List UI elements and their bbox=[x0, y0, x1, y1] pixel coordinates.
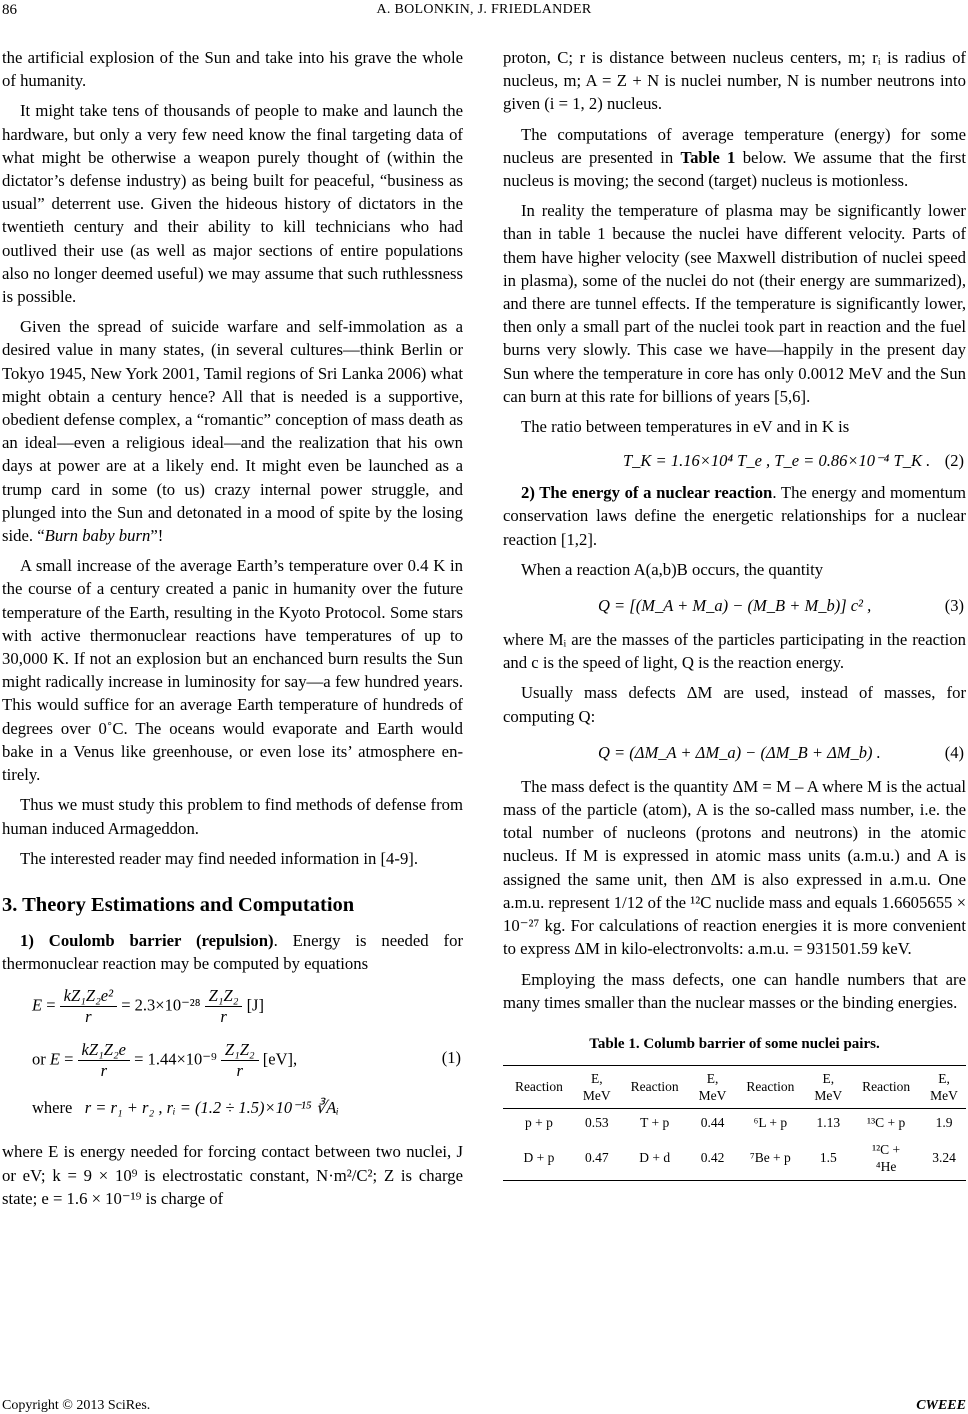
table-cell: ⁶L + p bbox=[753, 1114, 788, 1130]
paragraph: where E is energy needed for forcing contact between two nuclei, J or eV; k = 9 × 10⁹ is electrostatic constant, N·m²/C²; Z is charge state; e = 1.6 × 10⁻¹⁹ is charge of bbox=[2, 1142, 463, 1208]
paragraph bbox=[503, 123, 966, 193]
eq-symbol: E bbox=[49, 1049, 60, 1069]
equation-body: Q = (ΔM_A + ΔM_a) − (ΔM_B + ΔM_b) . bbox=[598, 742, 881, 762]
table-cell: ¹²C + ⁴He bbox=[850, 1136, 922, 1181]
eq-sign: = bbox=[46, 995, 56, 1015]
eq-unit: [eV], bbox=[262, 1049, 298, 1069]
table-reference: Table 1 bbox=[680, 147, 736, 167]
eq-coefficient: = 2.3×10⁻²⁸ bbox=[121, 995, 201, 1015]
eq-or: or bbox=[32, 1049, 46, 1069]
fraction bbox=[60, 986, 117, 1027]
paragraph: A small increase of the average Earth’s temperature over 0.4 K in the course of a century created a panic in humanity over the future temperature of the Earth, resulting in the Kyoto Protocol. Some stars with active thermonuclear reactions have temperatures of up to 30,000 K. If not an explosion but an enchanced burn results the Sun might radically increase in luminosity for say—a few hundred years. This would suffice for an average Earth temperature of hundreds of degrees over 0˚C. The oceans would evaporate and Earth would bake in a Venus like greenhouse, or even lose its’ atmosphere entirely. bbox=[2, 556, 463, 785]
table-header-row bbox=[503, 1065, 966, 1108]
table-cell: 1.13 bbox=[816, 1114, 841, 1130]
copyright: Copyright © 2013 SciRes. bbox=[2, 1398, 151, 1413]
eq-unit: [J] bbox=[246, 995, 264, 1015]
eq-radius: r = r₁ + r₂ , rᵢ = (1.2 ÷ 1.5)×10⁻¹⁵ ∛Aᵢ bbox=[84, 1098, 339, 1118]
table-cell: D + d bbox=[619, 1136, 691, 1181]
equation-body: T_K = 1.16×10⁴ T_e , T_e = 0.86×10⁻⁴ T_K . bbox=[623, 451, 931, 471]
eq-where: where bbox=[32, 1098, 73, 1118]
right-column bbox=[503, 46, 966, 1181]
table-1 bbox=[503, 1065, 966, 1181]
table-header: Reaction bbox=[734, 1065, 806, 1108]
denominator: r bbox=[100, 1061, 107, 1081]
paragraph-text: The computations of average temperature (energy) for some nucleus are presented in bbox=[503, 124, 966, 167]
table-header: Reaction bbox=[503, 1065, 575, 1108]
paragraph-text: ”! bbox=[150, 526, 164, 546]
paragraph: The interested reader may find needed information in [4-9]. bbox=[20, 848, 419, 868]
table-cell: ⁷Be + p bbox=[734, 1136, 806, 1181]
paragraph: Employing the mass defects, one can handle numbers that are many times smaller than the nuclear masses or the binding energies. bbox=[503, 969, 966, 1012]
denominator: r bbox=[236, 1061, 243, 1081]
table-header: E, MeV bbox=[922, 1065, 966, 1108]
paragraph-text: Given the spread of suicide warfare and self-immolation as a desired value in many states, (in several cultures—think Berlin or Tokyo 1945, New York 2001, Tamil regions of Sri Lanka 2006) what might obtain a century hence? All that is needed is a supportive, obedient defense complex, a “romantic” conception of mass death as an ideal—even a religious ideal—and the realization that his own days at power are at a likely end. It might even be launched as a trump card in some (to us) crazy internal power struggle, and plunged into the Sun and detonated in a mood of spite by the losing side. “ bbox=[2, 317, 463, 546]
denominator: r bbox=[85, 1007, 92, 1027]
paragraph: proton, C; r is distance between nucleus centers, m; rᵢ is radius of nucleus, m; A = Z + N is nuclei number, N is number neutrons into given (i = 1, 2) nucleus. bbox=[503, 48, 966, 114]
paragraph: the artificial explosion of the Sun and take into his grave the whole of humanity. bbox=[2, 48, 463, 91]
equation-number: (3) bbox=[944, 596, 964, 616]
page-number: 86 bbox=[2, 2, 17, 18]
table-cell: p + p bbox=[524, 1114, 553, 1130]
table-cell: ¹³C + p bbox=[867, 1114, 906, 1130]
equation-number: (2) bbox=[944, 451, 964, 471]
table-header: E, MeV bbox=[691, 1065, 735, 1108]
paragraph-text: below. We assume that the first nucleus is moving; the second (target) nucleus is motionless. bbox=[503, 147, 967, 191]
subsection-title: 1) Coulomb barrier (repulsion) bbox=[20, 930, 274, 950]
paragraph: The ratio between temperatures in eV and in K is bbox=[521, 417, 850, 437]
italic-quote: Burn baby burn bbox=[44, 526, 151, 546]
equation-1 bbox=[2, 982, 463, 1132]
table-cell: 0.44 bbox=[700, 1114, 725, 1130]
table-row bbox=[503, 1136, 966, 1181]
paragraph: In reality the temperature of plasma may be significantly lower than in table 1 because the nuclei have different velocity. Parts of them have higher velocity (see Maxwell distribution of nuclei speed in plasma), some of the nuclei do not (their energy are summarized), and there are tunnel effects. If the temperature is significantly lower, then only a small part of the nuclei took part in reaction and the fuel burns very slowly. This case we have—happily in the present day Sun where the temperature in core has only 0.0012 MeV and the Sun can burn at this rate for billions of years [5,6]. bbox=[503, 201, 966, 406]
fraction bbox=[78, 1040, 130, 1081]
subsection-title: 2) The energy of a nuclear reaction bbox=[521, 483, 773, 503]
paragraph-text: . The energy and momentum conservation laws define the energetic relationships for a nuclear reaction [1,2]. bbox=[503, 483, 966, 549]
paragraph: When a reaction A(a,b)B occurs, the quantity bbox=[521, 559, 824, 579]
table-cell: T + p bbox=[640, 1114, 670, 1130]
table-cell: 0.42 bbox=[691, 1136, 735, 1181]
paragraph-text: . Energy is needed for thermonuclear reaction may be computed by equations bbox=[2, 930, 463, 974]
fraction bbox=[205, 986, 243, 1027]
paragraph bbox=[2, 315, 463, 547]
numerator: kZ₁Z₂e bbox=[78, 1040, 130, 1061]
running-head: A. BOLONKIN, J. FRIEDLANDER bbox=[376, 2, 592, 17]
numerator: Z₁Z₂ bbox=[221, 1040, 259, 1061]
equation-number: (4) bbox=[944, 742, 964, 762]
numerator: Z₁Z₂ bbox=[205, 986, 243, 1007]
eq-coefficient: = 1.44×10⁻⁹ bbox=[134, 1049, 217, 1069]
section-heading: 3. Theory Estimations and Computation bbox=[2, 893, 355, 916]
table-header: E, MeV bbox=[806, 1065, 850, 1108]
paragraph: Usually mass defects ΔM are used, instead of masses, for computing Q: bbox=[503, 683, 966, 726]
equation-number: (1) bbox=[441, 1048, 461, 1068]
paragraph: where Mᵢ are the masses of the particles participating in the reaction and c is the speed of light, Q is the reaction energy. bbox=[503, 630, 966, 673]
numerator: kZ₁Z₂e² bbox=[60, 986, 117, 1007]
equation-2 bbox=[503, 445, 966, 481]
journal-name: CWEEE bbox=[916, 1398, 966, 1413]
table-header: Reaction bbox=[850, 1065, 922, 1108]
paragraph bbox=[2, 929, 463, 975]
table-cell: 1.9 bbox=[935, 1114, 953, 1130]
paragraph: The mass defect is the quantity ΔM = M – A where M is the actual mass of the particle (atom), A is the so-called mass number, i.e. the total number of nucleons (protons and neutrons) in the atomic nucleus. If M is expressed in atomic mass units (a.m.u.) and A is assigned the same unit, then ΔM is also expressed in a.m.u. One a.m.u. represent 1/12 of the ¹²C nuclide mass and equals 1.6605655 × 10⁻²⁷ kg. For calculations of reaction energies it is more convenient to express ΔM in kilo-electronvolts: a.m.u. = 931501.59 keV. bbox=[503, 776, 966, 959]
table-caption: Table 1. Columb barrier of some nuclei pairs. bbox=[589, 1035, 880, 1052]
table-header: E, MeV bbox=[575, 1065, 619, 1108]
eq-sign: = bbox=[64, 1049, 74, 1069]
table-cell: 0.47 bbox=[575, 1136, 619, 1181]
equation-body: Q = [(M_A + M_a) − (M_B + M_b)] c² , bbox=[598, 596, 872, 616]
paragraph bbox=[503, 481, 966, 551]
table-cell: D + p bbox=[503, 1136, 575, 1181]
table-row bbox=[503, 1108, 966, 1136]
paragraph: It might take tens of thousands of people to make and launch the hardware, but only a very few need know the final targeting data of what might be otherwise a weapon purely thought of (within the dictator’s defense industry) as being built for peaceful, “business as usual” deterrent use. Given the hideous history of dictators in the twentieth century and their ability to kill technicians who had outlived their use (as well as major sections of entire populations also no longer deemed useful) we may assume that such ruthlessness is possible. bbox=[2, 101, 463, 307]
left-column bbox=[2, 46, 463, 1217]
table-cell: 0.53 bbox=[584, 1114, 609, 1130]
denominator: r bbox=[220, 1007, 227, 1027]
eq-symbol: E bbox=[32, 995, 43, 1015]
equation-4 bbox=[503, 735, 966, 775]
page-footer bbox=[0, 1382, 968, 1412]
fraction bbox=[221, 1040, 259, 1081]
table-cell: 1.5 bbox=[806, 1136, 850, 1181]
paragraph: Thus we must study this problem to find methods of defense from human induced Armageddon. bbox=[2, 795, 463, 838]
table-header: Reaction bbox=[619, 1065, 691, 1108]
equation-3 bbox=[503, 588, 966, 628]
table-cell: 3.24 bbox=[922, 1136, 966, 1181]
